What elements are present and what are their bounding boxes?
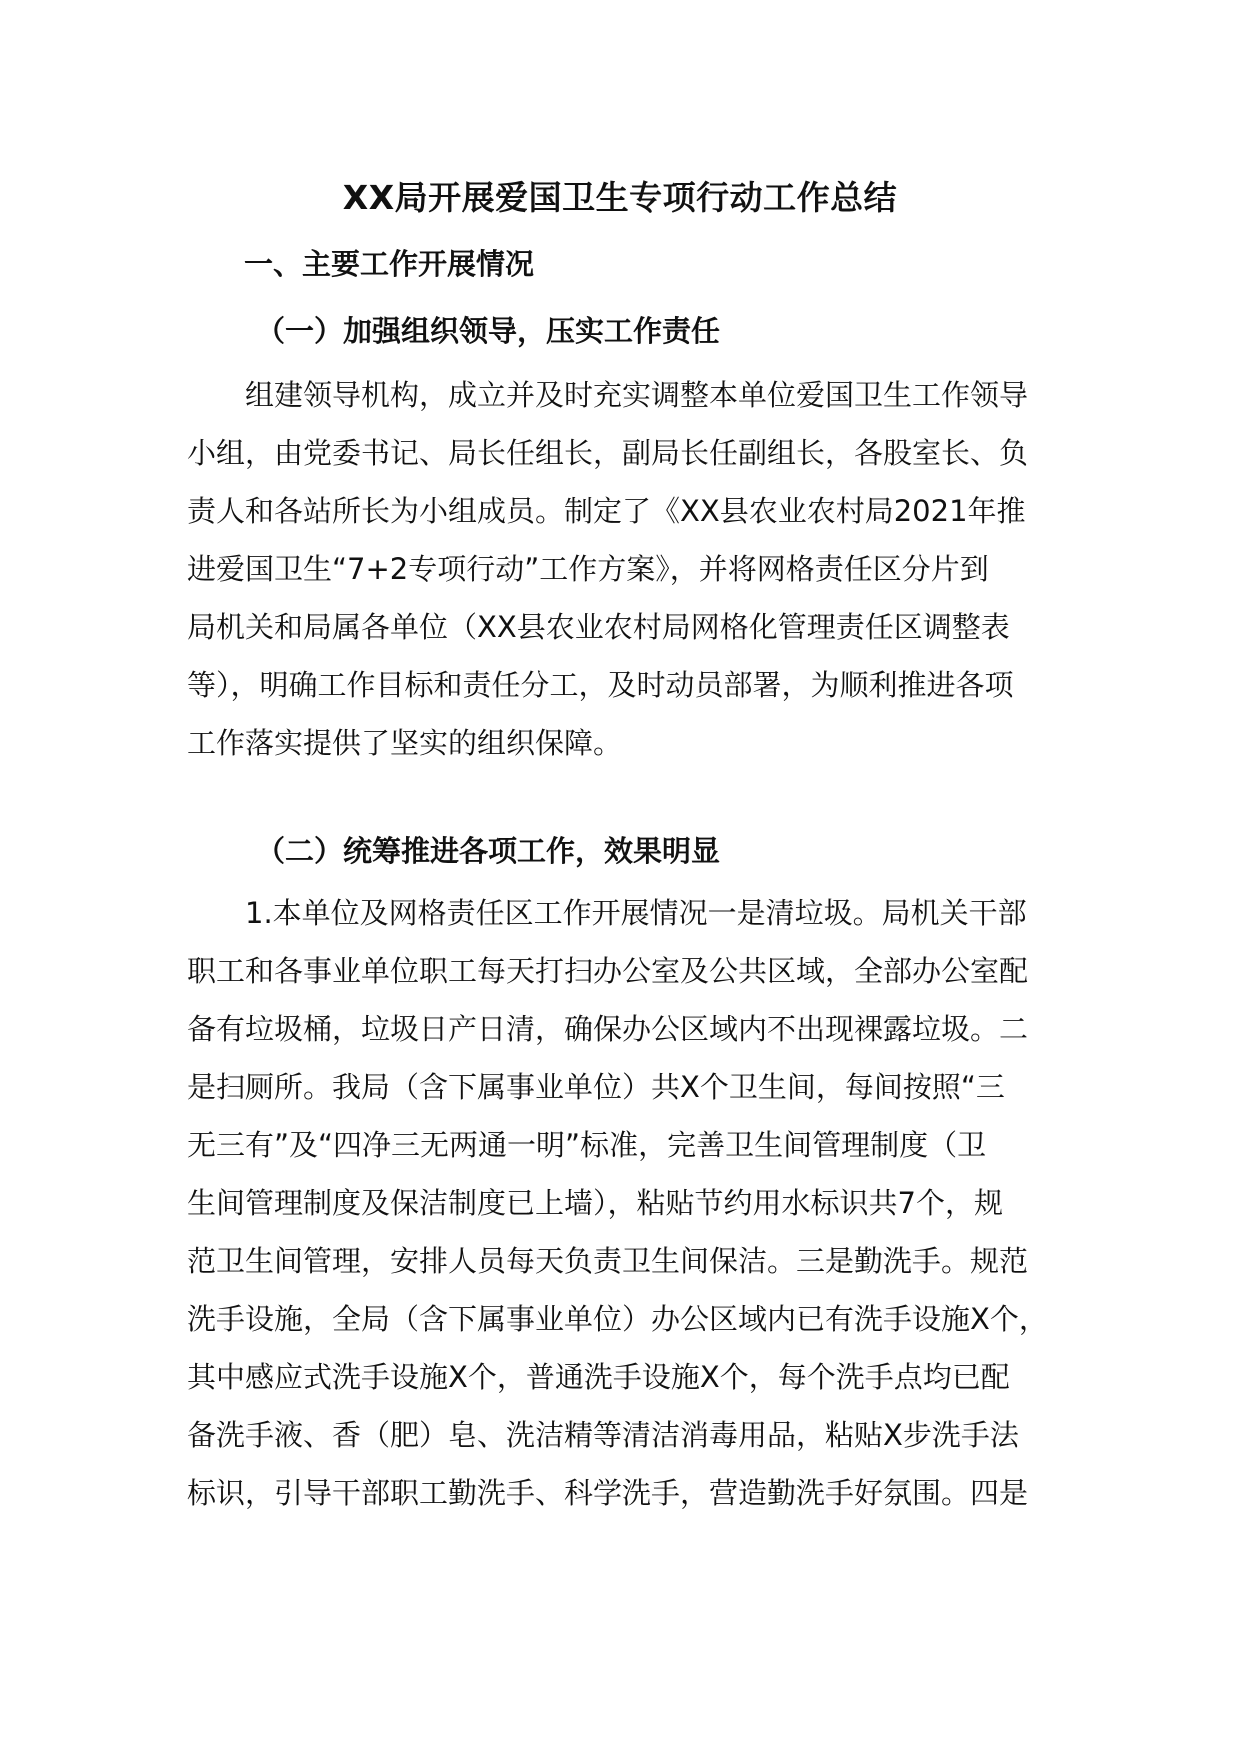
paragraph-line: 等），明确工作目标和责任分工，及时动员部署，为顺利推进各项 — [187, 668, 1014, 702]
paragraph-line: 洗手设施，全局（含下属事业单位）办公区域内已有洗手设施X个， — [187, 1302, 1048, 1336]
paragraph-line: 1.本单位及网格责任区工作开展情况一是清垃圾。局机关干部 — [245, 896, 1027, 930]
paragraph-line: 工作落实提供了坚实的组织保障。 — [187, 726, 623, 760]
subheading-organization: （一）加强组织领导，压实工作责任 — [256, 314, 721, 348]
subheading-coordination: （二）统筹推进各项工作，效果明显 — [256, 834, 721, 868]
paragraph-line: 无三有”及“四净三无两通一明”标准，完善卫生间管理制度（卫 — [187, 1128, 987, 1162]
paragraph-line: 范卫生间管理，安排人员每天负责卫生间保洁。三是勤洗手。规范 — [187, 1244, 1029, 1278]
paragraph-line: 进爱国卫生“7+2专项行动”工作方案》，并将网格责任区分片到 — [187, 552, 989, 586]
paragraph-line: 标识，引导干部职工勤洗手、科学洗手，营造勤洗手好氛围。四是 — [187, 1476, 1029, 1510]
section-heading-main-work: 一、主要工作开展情况 — [244, 247, 535, 281]
paragraph-line: 组建领导机构，成立并及时充实调整本单位爱国卫生工作领导 — [245, 378, 1029, 412]
paragraph-line: 是扫厕所。我局（含下属事业单位）共X个卫生间，每间按照“三 — [187, 1070, 1005, 1104]
paragraph-line: 责人和各站所长为小组成员。制定了《XX县农业农村局2021年推 — [187, 494, 1026, 528]
paragraph-line: 局机关和局属各单位（XX县农业农村局网格化管理责任区调整表 — [187, 610, 1010, 644]
paragraph-line: 职工和各事业单位职工每天打扫办公室及公共区域，全部办公室配 — [187, 954, 1029, 988]
paragraph-line: 小组，由党委书记、局长任组长，副局长任副组长，各股室长、负 — [187, 436, 1029, 470]
paragraph-line: 其中感应式洗手设施X个，普通洗手设施X个，每个洗手点均已配 — [187, 1360, 1010, 1394]
paragraph-line: 备洗手液、香（肥）皂、洗洁精等清洁消毒用品，粘贴X步洗手法 — [187, 1418, 1019, 1452]
document-title: XX局开展爱国卫生专项行动工作总结 — [342, 178, 898, 217]
paragraph-line: 生间管理制度及保洁制度已上墙），粘贴节约用水标识共7个，规 — [187, 1186, 1003, 1220]
paragraph-line: 备有垃圾桶，垃圾日产日清，确保办公区域内不出现裸露垃圾。二 — [187, 1012, 1029, 1046]
